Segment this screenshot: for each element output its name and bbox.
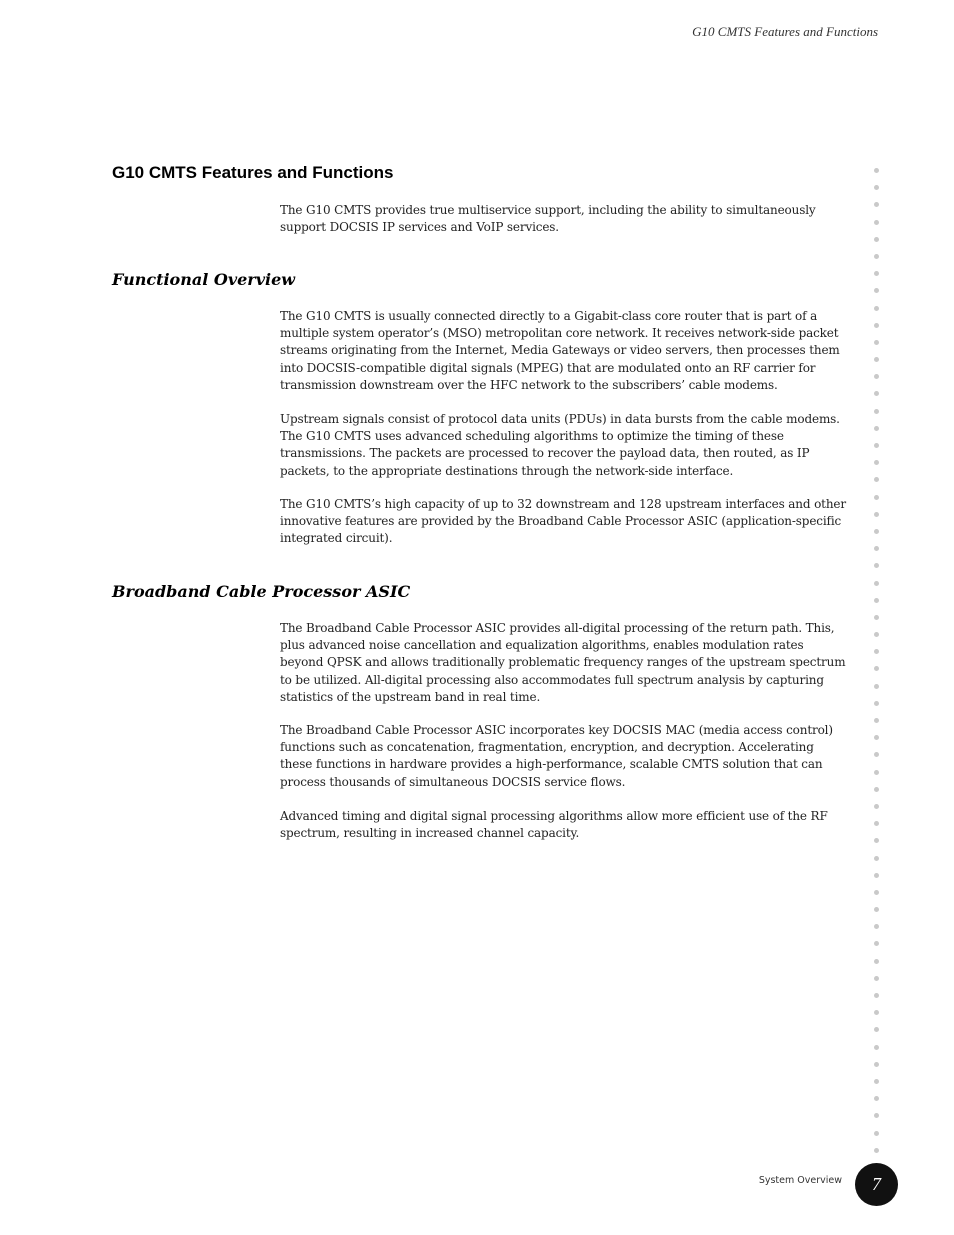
margin-dot — [874, 993, 879, 998]
margin-dot — [874, 1148, 879, 1153]
margin-dot — [874, 821, 879, 826]
margin-dot — [874, 460, 879, 465]
margin-dot-rule — [874, 168, 880, 1165]
margin-dot — [874, 529, 879, 534]
margin-dot — [874, 443, 879, 448]
margin-dot — [874, 666, 879, 671]
margin-dot — [874, 1045, 879, 1050]
margin-dot — [874, 357, 879, 362]
margin-dot — [874, 941, 879, 946]
margin-dot — [874, 770, 879, 775]
margin-dot — [874, 1113, 879, 1118]
margin-dot — [874, 976, 879, 981]
running-header: G10 CMTS Features and Functions — [692, 24, 878, 39]
margin-dot — [874, 374, 879, 379]
margin-dot — [874, 684, 879, 689]
section-intro-paragraph: The G10 CMTS provides true multiservice support, including the ability to simultaneously support DOCSIS IP services and VoIP services. — [280, 203, 816, 235]
margin-dot — [874, 1027, 879, 1032]
margin-dot — [874, 409, 879, 414]
margin-dot — [874, 752, 879, 757]
asic-paragraph-2: The Broadband Cable Processor ASIC incorporates key DOCSIS MAC (media access control) functions such as concatenation, fragmentation, encryption, and decryption. Accelerating these functions in hardware provides a high-performance, scalable CMTS solution that can process thousands of simultaneous DOCSIS service flows. — [280, 723, 833, 789]
margin-dot — [874, 202, 879, 207]
margin-dot — [874, 495, 879, 500]
margin-dot — [874, 391, 879, 396]
footer-section-label: System Overview — [758, 1175, 842, 1186]
margin-dot — [874, 924, 879, 929]
functional-overview-paragraph-3: The G10 CMTS’s high capacity of up to 32 downstream and 128 upstream interfaces and other innovative features are provided by the Broadband Cable Processor ASIC (application-specific integrated circuit). — [280, 497, 846, 546]
asic-heading: Broadband Cable Processor ASIC — [112, 582, 411, 601]
margin-dot — [874, 271, 879, 276]
margin-dot — [874, 477, 879, 482]
margin-dot — [874, 1062, 879, 1067]
margin-dot — [874, 907, 879, 912]
margin-dot — [874, 959, 879, 964]
margin-dot — [874, 804, 879, 809]
margin-dot — [874, 220, 879, 225]
margin-dot — [874, 581, 879, 586]
margin-dot — [874, 787, 879, 792]
margin-dot — [874, 426, 879, 431]
margin-dot — [874, 512, 879, 517]
functional-overview-heading: Functional Overview — [112, 270, 296, 289]
margin-dot — [874, 1079, 879, 1084]
margin-dot — [874, 254, 879, 259]
margin-dot — [874, 718, 879, 723]
functional-overview-paragraph-2: Upstream signals consist of protocol data units (PDUs) in data bursts from the cable modems. The G10 CMTS uses advanced scheduling algorithms to optimize the timing of these transmissions. The packets are processed to recover the payload data, then routed, as IP packets, to the appropriate destinations through the network-side interface. — [280, 412, 840, 478]
functional-overview-paragraph-1: The G10 CMTS is usually connected directly to a Gigabit-class core router that is part of a multiple system operator’s (MSO) metropolitan core network. It receives network-side packet streams originating from the Internet, Media Gateways or video servers, then processes them into DOCSIS-compatible digital signals (MPEG) that are modulated onto an RF carrier for transmission downstream over the HFC network to the subscribers’ cable modems. — [280, 309, 840, 392]
margin-dot — [874, 340, 879, 345]
margin-dot — [874, 546, 879, 551]
margin-dot — [874, 701, 879, 706]
margin-dot — [874, 873, 879, 878]
asic-paragraph-3: Advanced timing and digital signal processing algorithms allow more efficient use of the RF spectrum, resulting in increased channel capacity. — [280, 809, 828, 841]
asic-paragraph-1: The Broadband Cable Processor ASIC provides all-digital processing of the return path. This, plus advanced noise cancellation and equalization algorithms, enables modulation rates beyond QPSK and allows traditionally problematic frequency ranges of the upstream spectrum to be utilized. All-digital processing also accommodates full spectrum analysis by capturing statistics of the upstream band in real time. — [280, 621, 846, 704]
margin-dot — [874, 649, 879, 654]
margin-dot — [874, 563, 879, 568]
margin-dot — [874, 735, 879, 740]
margin-dot — [874, 632, 879, 637]
page-number-badge: 7 — [855, 1163, 898, 1206]
margin-dot — [874, 323, 879, 328]
margin-dot — [874, 1131, 879, 1136]
margin-dot — [874, 615, 879, 620]
margin-dot — [874, 1096, 879, 1101]
section-title: G10 CMTS Features and Functions — [112, 163, 394, 182]
margin-dot — [874, 168, 879, 173]
margin-dot — [874, 838, 879, 843]
margin-dot — [874, 288, 879, 293]
margin-dot — [874, 890, 879, 895]
margin-dot — [874, 185, 879, 190]
margin-dot — [874, 306, 879, 311]
margin-dot — [874, 598, 879, 603]
margin-dot — [874, 856, 879, 861]
margin-dot — [874, 237, 879, 242]
margin-dot — [874, 1010, 879, 1015]
